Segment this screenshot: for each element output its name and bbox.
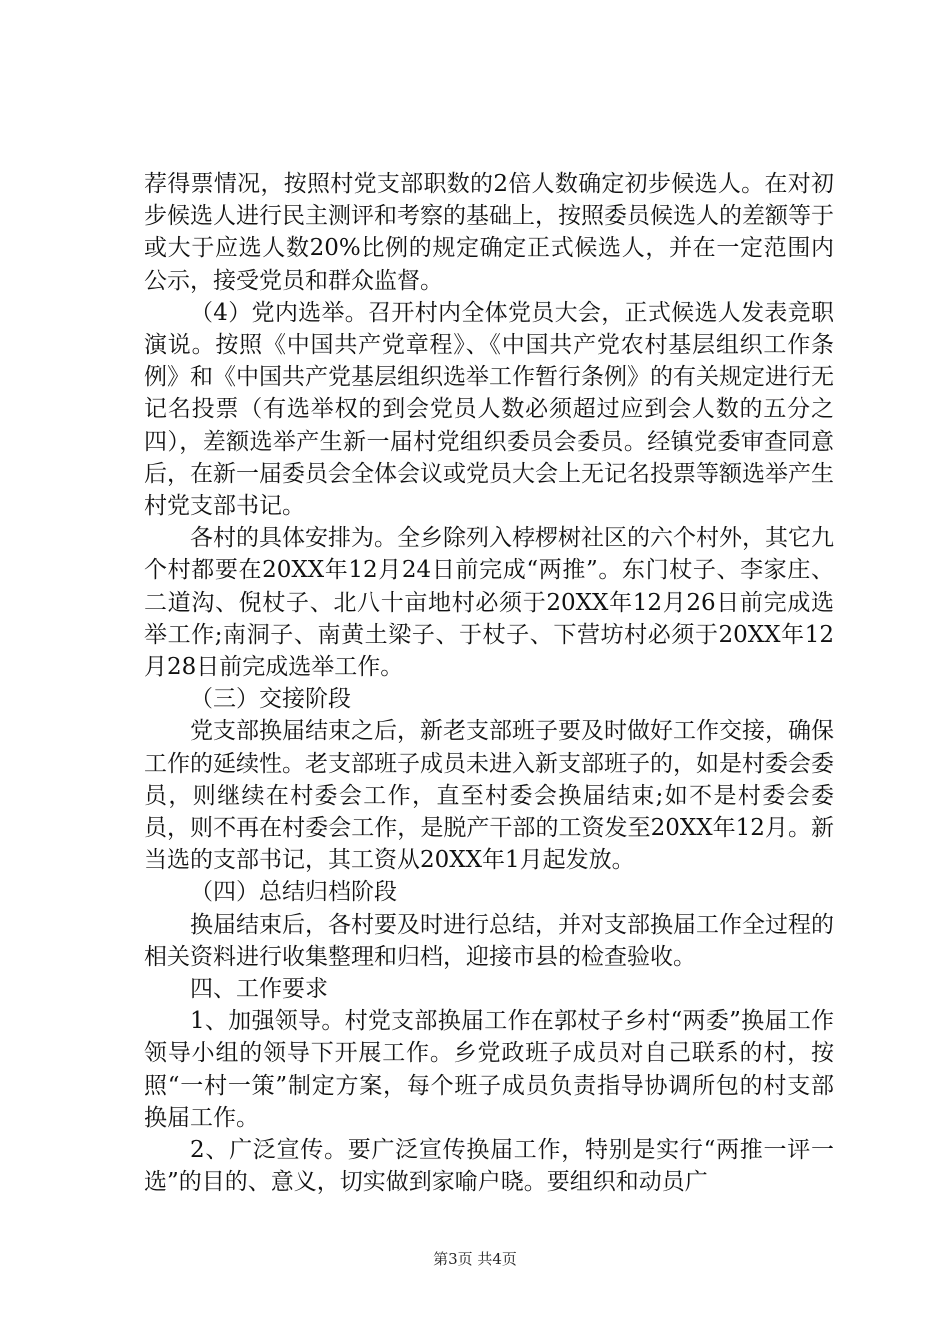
section-heading-summary-archive: （四）总结归档阶段 (190, 879, 397, 906)
paragraph-strengthen-leadership: 1、加强领导。村党支部换届工作在郭杖子乡村“两委”换届工作领导小组的领导下开展工作。乡党政班子成员对自己联系的村，按照“一村一策”制定方案，每个班子成员负责指导协调所包的村支部换届工作。 (144, 1008, 834, 1131)
paragraph-village-schedule: 各村的具体安排为。全乡除列入桲椤树社区的六个村外，其它九个村都要在20XX年12月24日前完成“两推”。东门杖子、李家庄、二道沟、倪杖子、北八十亩地村必须于20XX年12月26日前完成选举工作;南洞子、南黄土梁子、于杖子、下营坊村必须于20XX年12月28日前完成选举工作。 (144, 525, 834, 681)
paragraph-handover: 党支部换届结束之后，新老支部班子要及时做好工作交接，确保工作的延续性。老支部班子成员未进入新支部班子的，如是村委会委员，则继续在村委会工作，直至村委会换届结束;如不是村委会委员，则不再在村委会工作，是脱产干部的工资发至20XX年12月。新当选的支部书记，其工资从20XX年1月起发放。 (144, 718, 834, 874)
paragraph-publicity: 2、广泛宣传。要广泛宣传换届工作，特别是实行“两推一评一选”的目的、意义，切实做到家喻户晓。要组织和动员广 (144, 1137, 834, 1196)
paragraph-summary-archive: 换届结束后，各村要及时进行总结，并对支部换届工作全过程的相关资料进行收集整理和归档，迎接市县的检查验收。 (144, 911, 834, 970)
paragraph-candidate-confirmation: 荐得票情况，按照村党支部职数的2倍人数确定初步候选人。在对初步候选人进行民主测评和考察的基础上，按照委员候选人的差额等于或大于应选人数20%比例的规定确定正式候选人，并在一定范围内公示，接受党员和群众监督。 (144, 171, 834, 294)
page-number-footer: 第3页 共4页 (433, 1250, 517, 1268)
section-heading-work-requirements: 四、工作要求 (190, 976, 328, 1003)
paragraph-party-election: （4）党内选举。召开村内全体党员大会，正式候选人发表竞职演说。按照《中国共产党章程》、《中国共产党农村基层组织工作条例》和《中国共产党基层组织选举工作暂行条例》的有关规定进行无记名投票（有选举权的到会党员人数必须超过应到会人数的五分之四），差额选举产生新一届村党组织委员会委员。经镇党委审查同意后，在新一届委员会全体会议或党员大会上无记名投票等额选举产生村党支部书记。 (144, 299, 834, 520)
document-body (144, 168, 834, 1199)
section-heading-handover: （三）交接阶段 (190, 686, 351, 713)
